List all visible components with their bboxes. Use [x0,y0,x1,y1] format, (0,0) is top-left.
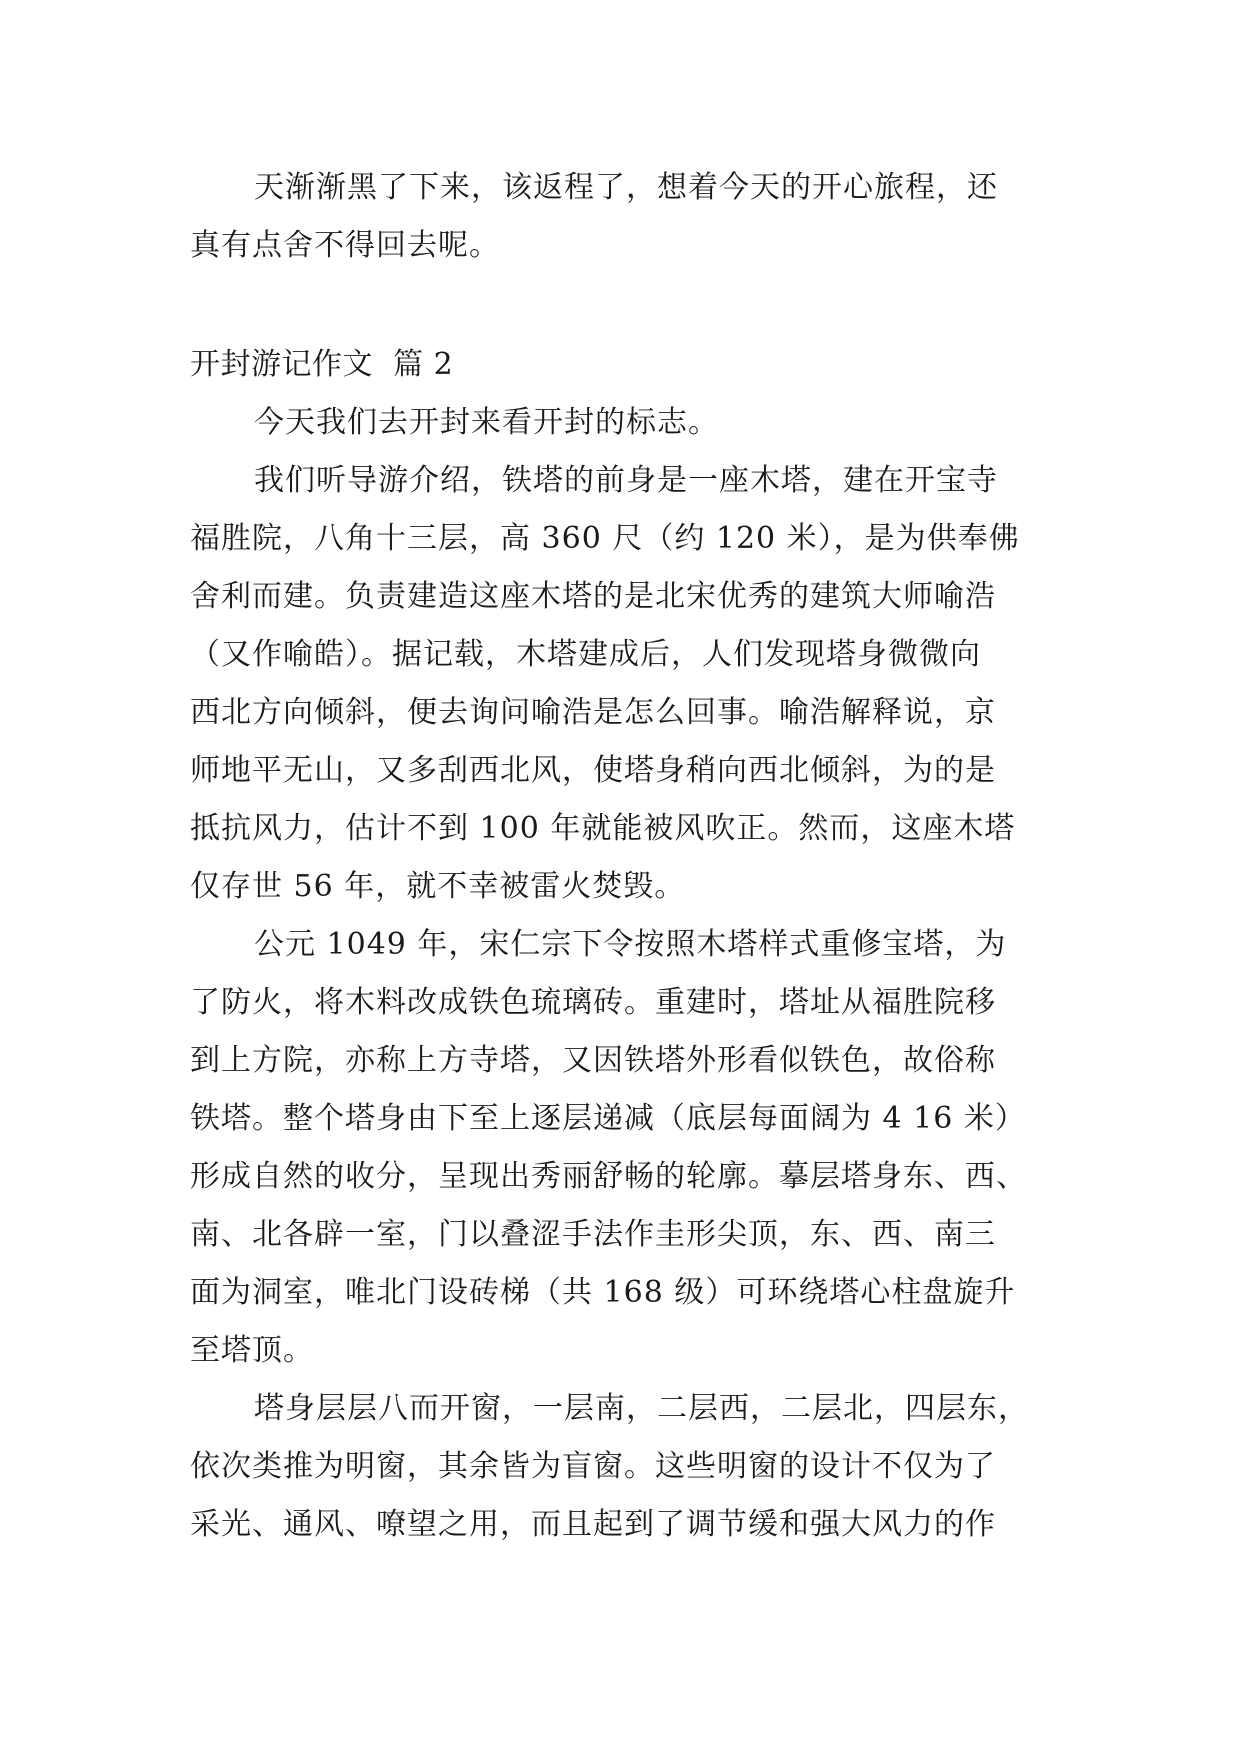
text-line: 福胜院，八角十三层，高 360 尺（约 120 米），是为供奉佛 [190,521,1020,556]
section-heading: 开封游记作文 篇 2 [190,347,454,382]
text-line: （又作喻皓）。据记载，木塔建成后，人们发现塔身微微向 [190,637,981,672]
text-line: 我们听导游介绍，铁塔的前身是一座木塔，建在开宝寺 [254,463,998,498]
text-line: 到上方院，亦称上方寺塔，又因铁塔外形看似铁色，故俗称 [190,1043,996,1078]
text-line: 西北方向倾斜，便去询问喻浩是怎么回事。喻浩解释说，京 [190,695,996,730]
text-line: 采光、通风、嘹望之用，而且起到了调节缓和强大风力的作 [190,1507,996,1542]
text-line: 舍利而建。负责建造这座木塔的是北宋优秀的建筑大师喻浩 [190,579,996,614]
text-line: 面为洞室，唯北门设砖梯（共 168 级）可环绕塔心柱盘旋升 [190,1275,1016,1310]
text-line: 南、北各辟一室，门以叠涩手法作圭形尖顶，东、西、南三 [190,1217,996,1252]
text-line: 仅存世 56 年，就不幸被雷火焚毁。 [190,869,686,904]
text-line: 抵抗风力，估计不到 100 年就能被风吹正。然而，这座木塔 [190,811,1016,846]
text-line: 师地平无山，又多刮西北风，使塔身稍向西北倾斜，为的是 [190,753,996,788]
text-line: 至塔顶。 [190,1333,314,1368]
text-line: 依次类推为明窗，其余皆为盲窗。这些明窗的设计不仅为了 [190,1449,996,1484]
text-line: 天渐渐黑了下来，该返程了，想着今天的开心旅程，还 [254,170,998,205]
text-line: 公元 1049 年，宋仁宗下令按照木塔样式重修宝塔，为 [254,927,1007,962]
text-line: 真有点舍不得回去呢。 [190,228,500,263]
text-line: 形成自然的收分，呈现出秀丽舒畅的轮廓。摹层塔身东、西、 [190,1159,1027,1194]
text-line: 铁塔。整个塔身由下至上逐层递减（底层每面阔为 4 16 米） [190,1101,1026,1136]
text-line: 了防火，将木料改成铁色琉璃砖。重建时，塔址从福胜院移 [190,985,996,1020]
text-line: 塔身层层八而开窗，一层南，二层西，二层北，四层东， [254,1391,1029,1426]
text-line: 今天我们去开封来看开封的标志。 [254,405,719,440]
